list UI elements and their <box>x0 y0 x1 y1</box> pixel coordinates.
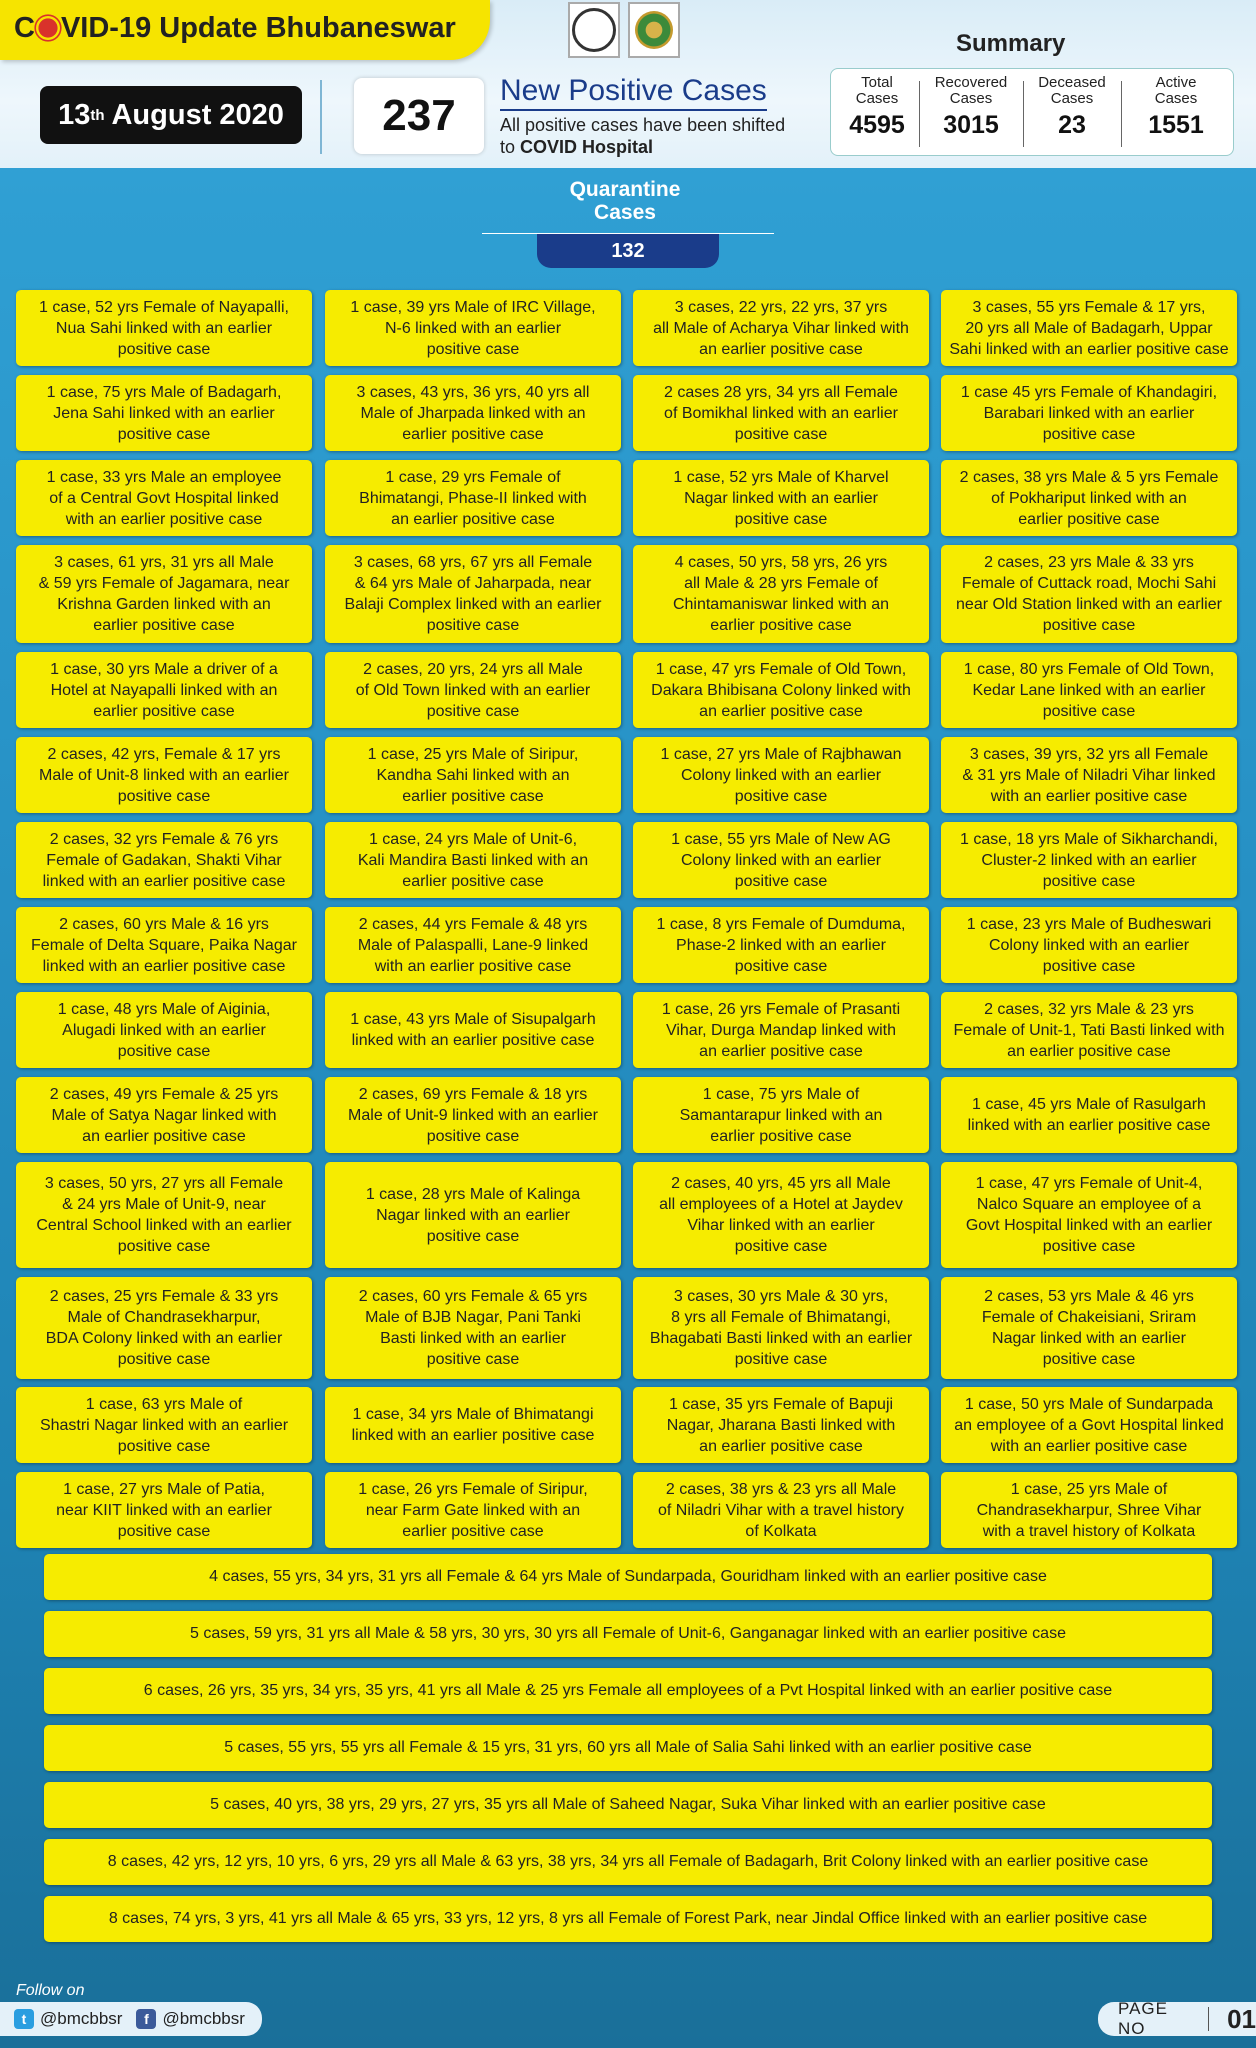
case-card: 1 case, 63 yrs Male of Shastri Nagar linked with an earlier positive case <box>16 1387 312 1463</box>
case-card: 3 cases, 50 yrs, 27 yrs all Female & 24 yrs Male of Unit-9, near Central School linked with an earlier positive case <box>16 1162 312 1268</box>
social-links <box>0 2002 262 2036</box>
page-number: PAGE NO 01 <box>1098 2002 1256 2036</box>
case-card: 2 cases, 23 yrs Male & 33 yrs Female of Cuttack road, Mochi Sahi near Old Station linked with an earlier positive case <box>941 545 1237 643</box>
new-cases-note: All positive cases have been shifted to COVID Hospital <box>500 115 786 157</box>
case-card: 1 case, 55 yrs Male of New AG Colony linked with an earlier positive case <box>633 822 929 898</box>
case-card-wide: 6 cases, 26 yrs, 35 yrs, 34 yrs, 35 yrs, 41 yrs all Male & 25 yrs Female all employees of a Pvt Hospital linked with an earlier positive case <box>44 1668 1212 1714</box>
case-card: 3 cases, 55 yrs Female & 17 yrs, 20 yrs all Male of Badagarh, Uppar Sahi linked with an earlier positive case <box>941 290 1237 366</box>
case-card: 3 cases, 30 yrs Male & 30 yrs, 8 yrs all Female of Bhimatangi, Bhagabati Basti linked with an earlier positive case <box>633 1277 929 1379</box>
case-card: 3 cases, 68 yrs, 67 yrs all Female & 64 yrs Male of Jaharpada, near Balaji Complex linked with an earlier positive case <box>325 545 621 643</box>
case-card: 1 case, 8 yrs Female of Dumduma, Phase-2 linked with an earlier positive case <box>633 907 929 983</box>
new-cases-count: 237 <box>354 78 484 154</box>
virus-icon <box>38 18 57 37</box>
case-card: 1 case, 47 yrs Female of Unit-4, Nalco Square an employee of a Govt Hospital linked with an earlier positive case <box>941 1162 1237 1268</box>
case-card: 1 case, 34 yrs Male of Bhimatangi linked with an earlier positive case <box>325 1387 621 1463</box>
title-banner <box>0 0 490 60</box>
case-card: 1 case, 52 yrs Male of Kharvel Nagar linked with an earlier positive case <box>633 460 929 536</box>
case-card: 1 case, 26 yrs Female of Prasanti Vihar, Durga Mandap linked with an earlier positive case <box>633 992 929 1068</box>
case-card: 1 case, 24 yrs Male of Unit-6, Kali Mandira Basti linked with an earlier positive case <box>325 822 621 898</box>
new-cases-label: New Positive Cases <box>500 74 767 111</box>
bmc-logo <box>628 2 680 58</box>
case-card: 2 cases, 32 yrs Male & 23 yrs Female of Unit-1, Tati Basti linked with an earlier positive case <box>941 992 1237 1068</box>
case-card: 1 case, 28 yrs Male of Kalinga Nagar linked with an earlier positive case <box>325 1162 621 1268</box>
case-card: 3 cases, 22 yrs, 22 yrs, 37 yrs all Male of Acharya Vihar linked with an earlier positive case <box>633 290 929 366</box>
case-card: 2 cases, 60 yrs Female & 65 yrs Male of BJB Nagar, Pani Tanki Basti linked with an earlier positive case <box>325 1277 621 1379</box>
case-card: 1 case, 30 yrs Male a driver of a Hotel at Nayapalli linked with an earlier positive case <box>16 652 312 728</box>
case-card: 1 case, 47 yrs Female of Old Town, Dakara Bhibisana Colony linked with an earlier positive case <box>633 652 929 728</box>
case-card-wide: 4 cases, 55 yrs, 34 yrs, 31 yrs all Female & 64 yrs Male of Sundarpada, Gouridham linked with an earlier positive case <box>44 1554 1212 1600</box>
case-card: 3 cases, 61 yrs, 31 yrs all Male & 59 yrs Female of Jagamara, near Krishna Garden linked with an earlier positive case <box>16 545 312 643</box>
case-card: 1 case, 48 yrs Male of Aiginia, Alugadi linked with an earlier positive case <box>16 992 312 1068</box>
case-card-wide: 5 cases, 55 yrs, 55 yrs all Female & 15 yrs, 31 yrs, 60 yrs all Male of Salia Sahi linked with an earlier positive case <box>44 1725 1212 1771</box>
summary-total: Total Cases 4595 <box>849 74 905 139</box>
case-card: 1 case, 39 yrs Male of IRC Village, N-6 linked with an earlier positive case <box>325 290 621 366</box>
divider <box>1023 81 1024 147</box>
case-card: 1 case, 23 yrs Male of Budheswari Colony linked with an earlier positive case <box>941 907 1237 983</box>
case-card: 1 case, 80 yrs Female of Old Town, Kedar Lane linked with an earlier positive case <box>941 652 1237 728</box>
case-card: 2 cases, 53 yrs Male & 46 yrs Female of Chakeisiani, Sriram Nagar linked with an earlier positive case <box>941 1277 1237 1379</box>
summary-recovered: Recovered Cases 3015 <box>934 74 1008 139</box>
case-card: 1 case, 50 yrs Male of Sundarpada an employee of a Govt Hospital linked with an earlier positive case <box>941 1387 1237 1463</box>
case-card: 1 case, 52 yrs Female of Nayapalli, Nua Sahi linked with an earlier positive case <box>16 290 312 366</box>
case-card: 2 cases, 20 yrs, 24 yrs all Male of Old Town linked with an earlier positive case <box>325 652 621 728</box>
divider <box>320 80 322 154</box>
case-card: 1 case, 26 yrs Female of Siripur, near Farm Gate linked with an earlier positive case <box>325 1472 621 1548</box>
case-card: 1 case, 33 yrs Male an employee of a Central Govt Hospital linked with an earlier positive case <box>16 460 312 536</box>
case-card: 2 cases, 42 yrs, Female & 17 yrs Male of Unit-8 linked with an earlier positive case <box>16 737 312 813</box>
quarantine-title: Quarantine Cases <box>569 178 681 224</box>
case-card-wide: 8 cases, 42 yrs, 12 yrs, 10 yrs, 6 yrs, 29 yrs all Male & 63 yrs, 38 yrs, 34 yrs all Female of Badagarh, Brit Colony linked with an earlier positive case <box>44 1839 1212 1885</box>
summary-active: Active Cases 1551 <box>1148 74 1204 139</box>
summary-deceased: Deceased Cases 23 <box>1038 74 1106 139</box>
facebook-handle[interactable]: @bmcbbsr <box>162 2009 245 2028</box>
case-card: 1 case, 25 yrs Male of Chandrasekharpur, Shree Vihar with a travel history of Kolkata <box>941 1472 1237 1548</box>
case-card: 1 case, 75 yrs Male of Samantarapur linked with an earlier positive case <box>633 1077 929 1153</box>
divider <box>919 81 920 147</box>
case-card: 1 case, 18 yrs Male of Sikharchandi, Cluster-2 linked with an earlier positive case <box>941 822 1237 898</box>
case-card-wide: 5 cases, 59 yrs, 31 yrs all Male & 58 yrs, 30 yrs, 30 yrs all Female of Unit-6, Ganganagar linked with an earlier positive case <box>44 1611 1212 1657</box>
case-card: 1 case, 75 yrs Male of Badagarh, Jena Sahi linked with an earlier positive case <box>16 375 312 451</box>
header-band <box>0 0 1256 168</box>
odisha-govt-logo <box>568 2 620 58</box>
twitter-handle[interactable]: @bmcbbsr <box>40 2009 123 2028</box>
facebook-icon[interactable]: f <box>136 2009 156 2029</box>
case-card: 2 cases, 32 yrs Female & 76 yrs Female of Gadakan, Shakti Vihar linked with an earlier positive case <box>16 822 312 898</box>
case-card: 2 cases, 49 yrs Female & 25 yrs Male of Satya Nagar linked with an earlier positive case <box>16 1077 312 1153</box>
case-card: 1 case, 35 yrs Female of Bapuji Nagar, Jharana Basti linked with an earlier positive case <box>633 1387 929 1463</box>
case-card: 2 cases, 69 yrs Female & 18 yrs Male of Unit-9 linked with an earlier positive case <box>325 1077 621 1153</box>
date-badge: 13 th August 2020 <box>40 86 302 144</box>
case-card: 1 case, 45 yrs Male of Rasulgarh linked with an earlier positive case <box>941 1077 1237 1153</box>
case-card: 2 cases, 38 yrs & 23 yrs all Male of Niladri Vihar with a travel history of Kolkata <box>633 1472 929 1548</box>
case-card: 1 case 45 yrs Female of Khandagiri, Barabari linked with an earlier positive case <box>941 375 1237 451</box>
case-card: 1 case, 27 yrs Male of Patia, near KIIT linked with an earlier positive case <box>16 1472 312 1548</box>
case-card: 1 case, 25 yrs Male of Siripur, Kandha Sahi linked with an earlier positive case <box>325 737 621 813</box>
case-card: 1 case, 43 yrs Male of Sisupalgarh linked with an earlier positive case <box>325 992 621 1068</box>
case-card: 4 cases, 50 yrs, 58 yrs, 26 yrs all Male & 28 yrs Female of Chintamaniswar linked with an earlier positive case <box>633 545 929 643</box>
case-card: 2 cases, 60 yrs Male & 16 yrs Female of Delta Square, Paika Nagar linked with an earlier positive case <box>16 907 312 983</box>
case-card: 2 cases 28 yrs, 34 yrs all Female of Bomikhal linked with an earlier positive case <box>633 375 929 451</box>
case-card: 2 cases, 40 yrs, 45 yrs all Male all employees of a Hotel at Jaydev Vihar linked with an earlier positive case <box>633 1162 929 1268</box>
summary-title: Summary <box>956 30 1066 57</box>
case-card: 3 cases, 43 yrs, 36 yrs, 40 yrs all Male of Jharpada linked with an earlier positive case <box>325 375 621 451</box>
case-card: 2 cases, 38 yrs Male & 5 yrs Female of Pokhariput linked with an earlier positive case <box>941 460 1237 536</box>
case-card-wide: 5 cases, 40 yrs, 38 yrs, 29 yrs, 27 yrs, 35 yrs all Male of Saheed Nagar, Suka Vihar linked with an earlier positive case <box>44 1782 1212 1828</box>
case-card: 1 case, 29 yrs Female of Bhimatangi, Phase-II linked with an earlier positive case <box>325 460 621 536</box>
case-card: 2 cases, 25 yrs Female & 33 yrs Male of Chandrasekharpur, BDA Colony linked with an earlier positive case <box>16 1277 312 1379</box>
summary-box <box>830 68 1234 156</box>
divider <box>1121 81 1122 147</box>
case-card-wide: 8 cases, 74 yrs, 3 yrs, 41 yrs all Male & 65 yrs, 33 yrs, 12 yrs, 8 yrs all Female of Forest Park, near Jindal Office linked with an earlier positive case <box>44 1896 1212 1942</box>
page-title: C VID-19 Update Bhubaneswar <box>14 12 456 44</box>
case-card: 1 case, 27 yrs Male of Rajbhawan Colony linked with an earlier positive case <box>633 737 929 813</box>
follow-label: Follow on <box>16 1982 85 1999</box>
case-card: 3 cases, 39 yrs, 32 yrs all Female & 31 yrs Male of Niladri Vihar linked with an earlier positive case <box>941 737 1237 813</box>
twitter-icon[interactable]: t <box>14 2009 34 2029</box>
case-card: 2 cases, 44 yrs Female & 48 yrs Male of Palaspalli, Lane-9 linked with an earlier positive case <box>325 907 621 983</box>
quarantine-count: 132 <box>537 234 719 268</box>
